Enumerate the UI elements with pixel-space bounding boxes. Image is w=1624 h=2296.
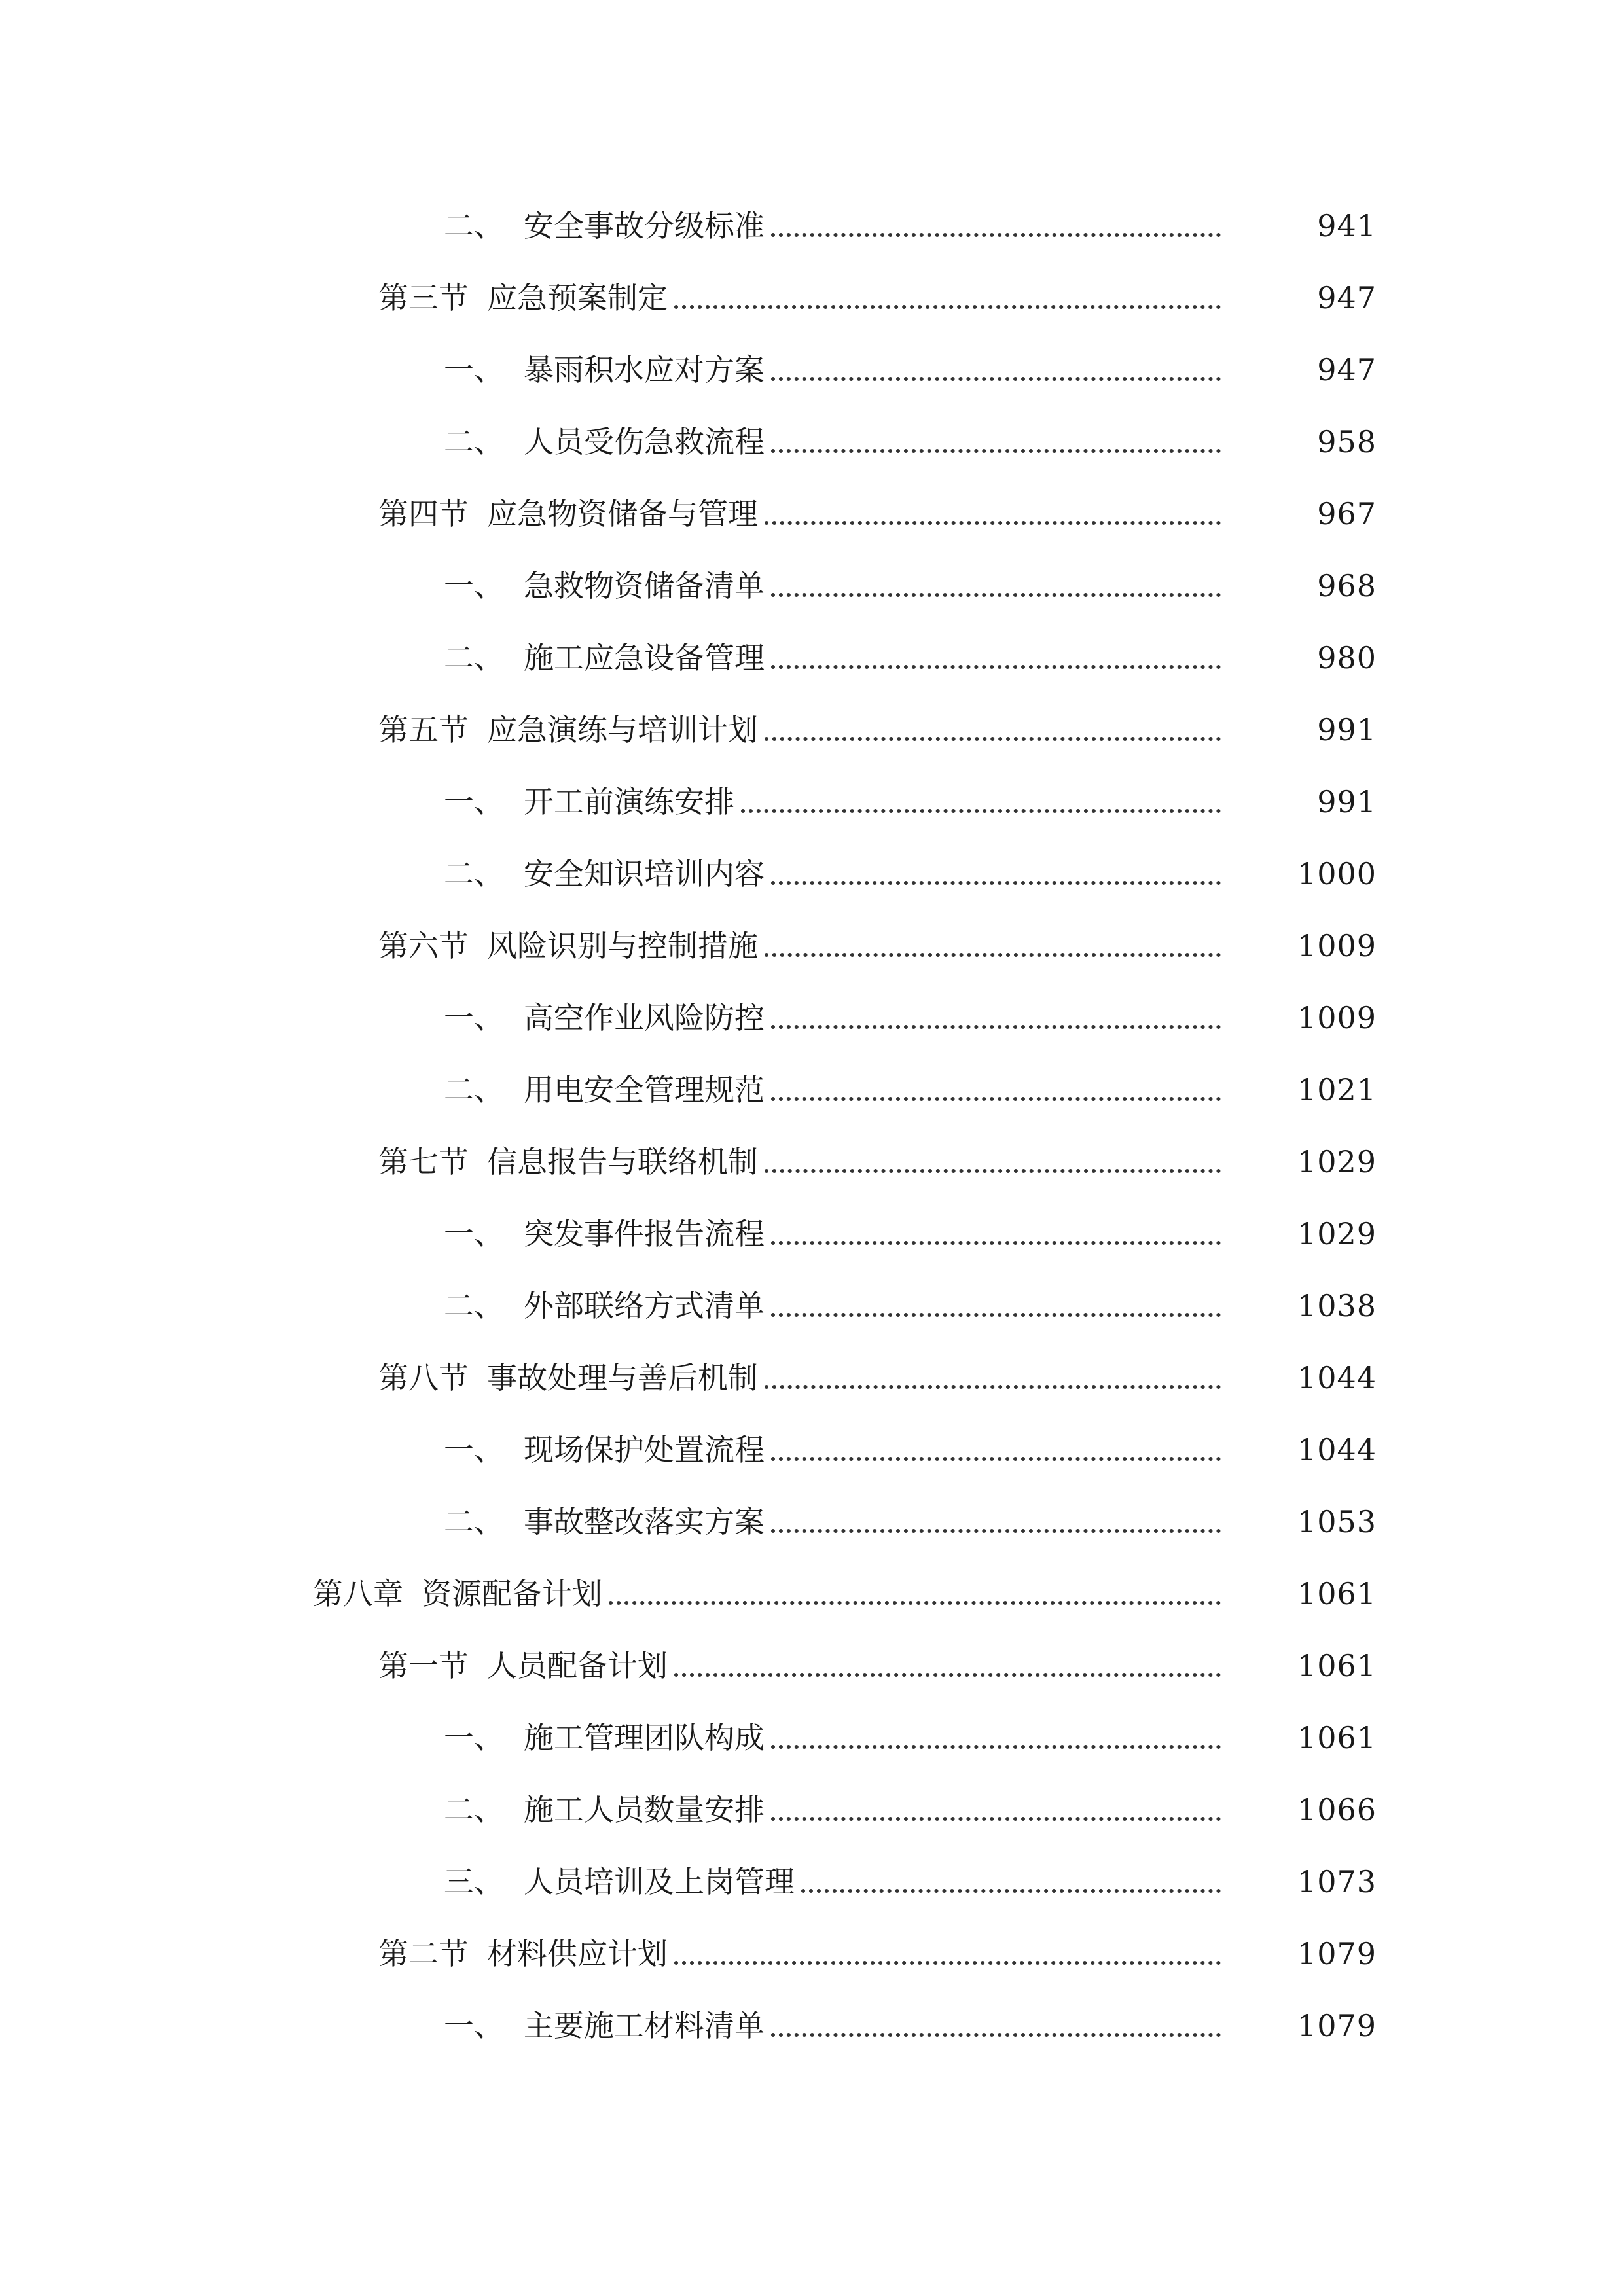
toc-entry-marker: 第二节 [378, 1936, 469, 1971]
toc-dot-leader [771, 1457, 1221, 1461]
toc-section-entry[interactable] [0, 1126, 1624, 1198]
toc-dot-leader [771, 1025, 1221, 1029]
toc-dot-leader [674, 1673, 1221, 1677]
toc-subsection-entry[interactable] [0, 1702, 1624, 1774]
toc-page-number: 1009 [1297, 928, 1377, 963]
toc-page-number: 1029 [1297, 1144, 1377, 1179]
toc-entry-marker: 一、 [444, 1216, 504, 1251]
toc-entry-heading [444, 568, 765, 603]
toc-entry-heading [444, 424, 765, 459]
toc-dot-leader [674, 1961, 1221, 1965]
toc-entry-heading [444, 1720, 765, 1755]
toc-entry-marker: 二、 [444, 1288, 504, 1323]
toc-dot-leader [765, 953, 1221, 957]
toc-page-number: 980 [1317, 640, 1377, 675]
toc-entry-title: 开工前演练安排 [524, 784, 734, 819]
toc-dot-leader [771, 233, 1221, 237]
toc-entry-title: 外部联络方式清单 [524, 1288, 765, 1323]
toc-entry-heading [444, 640, 765, 675]
toc-section-entry[interactable] [0, 1342, 1624, 1414]
toc-page-number: 1061 [1297, 1648, 1377, 1683]
toc-dot-leader [771, 665, 1221, 669]
toc-entry-marker: 二、 [444, 640, 504, 675]
toc-page-number: 991 [1317, 712, 1377, 747]
toc-entry-marker: 第三节 [378, 280, 469, 315]
toc-entry-marker: 一、 [444, 1000, 504, 1035]
toc-dot-leader [771, 1241, 1221, 1245]
toc-page-number: 968 [1317, 568, 1377, 603]
toc-entry-title: 信息报告与联络机制 [487, 1144, 758, 1179]
toc-subsection-entry[interactable] [0, 1846, 1624, 1918]
toc-entry-title: 风险识别与控制措施 [487, 928, 758, 963]
toc-dot-leader [771, 1745, 1221, 1749]
toc-section-entry[interactable] [0, 694, 1624, 766]
toc-subsection-entry[interactable] [0, 766, 1624, 838]
toc-entry-heading [444, 1216, 765, 1251]
table-of-contents [0, 190, 1624, 2062]
toc-entry-heading [444, 1072, 765, 1107]
toc-subsection-entry[interactable] [0, 406, 1624, 478]
toc-dot-leader [674, 305, 1221, 309]
toc-entry-marker: 一、 [444, 784, 504, 819]
toc-entry-title: 施工人员数量安排 [524, 1792, 765, 1827]
toc-dot-leader [765, 1385, 1221, 1389]
toc-entry-title: 施工应急设备管理 [524, 640, 765, 675]
toc-entry-title: 人员培训及上岗管理 [524, 1864, 795, 1899]
toc-dot-leader [771, 1529, 1221, 1533]
toc-page-number: 1061 [1297, 1720, 1377, 1755]
toc-dot-leader [771, 377, 1221, 381]
toc-entry-title: 资源配备计划 [422, 1576, 602, 1611]
toc-dot-leader [771, 2033, 1221, 2037]
toc-subsection-entry[interactable] [0, 1486, 1624, 1558]
toc-page-number: 967 [1317, 496, 1377, 531]
toc-entry-heading [378, 1360, 758, 1395]
toc-dot-leader [771, 1313, 1221, 1317]
toc-subsection-entry[interactable] [0, 1990, 1624, 2062]
toc-dot-leader [771, 1817, 1221, 1821]
toc-section-entry[interactable] [0, 910, 1624, 982]
toc-entry-title: 事故处理与善后机制 [487, 1360, 758, 1395]
toc-page-number: 1029 [1297, 1216, 1377, 1251]
toc-entry-title: 暴雨积水应对方案 [524, 352, 765, 387]
toc-subsection-entry[interactable] [0, 334, 1624, 406]
toc-entry-marker: 第八节 [378, 1360, 469, 1395]
toc-entry-title: 施工管理团队构成 [524, 1720, 765, 1755]
toc-subsection-entry[interactable] [0, 1774, 1624, 1846]
toc-section-entry[interactable] [0, 478, 1624, 550]
toc-entry-marker: 第六节 [378, 928, 469, 963]
toc-entry-heading [444, 1504, 765, 1539]
toc-entry-heading [444, 856, 765, 891]
toc-entry-heading [444, 1432, 765, 1467]
toc-entry-title: 应急物资储备与管理 [487, 496, 758, 531]
toc-dot-leader [741, 809, 1221, 813]
toc-page-number: 947 [1317, 352, 1377, 387]
toc-page-number: 1066 [1297, 1792, 1377, 1827]
toc-entry-heading [444, 208, 765, 243]
toc-page-number: 1079 [1297, 1936, 1377, 1971]
toc-entry-marker: 第七节 [378, 1144, 469, 1179]
toc-entry-title: 人员受伤急救流程 [524, 424, 765, 459]
toc-entry-marker: 第四节 [378, 496, 469, 531]
toc-entry-marker: 二、 [444, 856, 504, 891]
toc-page-number: 1079 [1297, 2008, 1377, 2043]
toc-entry-title: 安全知识培训内容 [524, 856, 765, 891]
toc-subsection-entry[interactable] [0, 838, 1624, 910]
toc-page-number: 1038 [1297, 1288, 1377, 1323]
toc-page-number: 1053 [1297, 1504, 1377, 1539]
toc-entry-marker: 三、 [444, 1864, 504, 1899]
toc-entry-heading [378, 280, 668, 315]
toc-section-entry[interactable] [0, 1630, 1624, 1702]
toc-entry-title: 人员配备计划 [487, 1648, 668, 1683]
toc-dot-leader [771, 1097, 1221, 1101]
toc-entry-heading [444, 1288, 765, 1323]
toc-entry-heading [444, 352, 765, 387]
toc-entry-title: 应急预案制定 [487, 280, 668, 315]
toc-page-number: 941 [1317, 208, 1377, 243]
toc-entry-marker: 二、 [444, 1072, 504, 1107]
toc-subsection-entry[interactable] [0, 982, 1624, 1054]
toc-entry-heading [378, 928, 758, 963]
toc-dot-leader [801, 1889, 1221, 1893]
toc-subsection-entry[interactable] [0, 1414, 1624, 1486]
toc-subsection-entry[interactable] [0, 1270, 1624, 1342]
toc-dot-leader [609, 1601, 1221, 1605]
toc-dot-leader [765, 1169, 1221, 1173]
toc-dot-leader [771, 881, 1221, 885]
toc-entry-heading [378, 712, 758, 747]
toc-page-number: 1061 [1297, 1576, 1377, 1611]
toc-entry-marker: 第一节 [378, 1648, 469, 1683]
toc-entry-marker: 二、 [444, 208, 504, 243]
toc-entry-title: 安全事故分级标准 [524, 208, 765, 243]
toc-entry-heading [378, 496, 758, 531]
toc-page-number: 1021 [1297, 1072, 1377, 1107]
toc-entry-marker: 二、 [444, 1504, 504, 1539]
toc-page-number: 958 [1317, 424, 1377, 459]
toc-entry-title: 高空作业风险防控 [524, 1000, 765, 1035]
toc-page-number: 1009 [1297, 1000, 1377, 1035]
toc-dot-leader [771, 593, 1221, 597]
toc-chapter-entry[interactable] [0, 1558, 1624, 1630]
toc-entry-heading [444, 1864, 795, 1899]
toc-entry-marker: 第五节 [378, 712, 469, 747]
toc-subsection-entry[interactable] [0, 622, 1624, 694]
toc-page-number: 1044 [1297, 1432, 1377, 1467]
toc-entry-heading [378, 1936, 668, 1971]
toc-entry-title: 用电安全管理规范 [524, 1072, 765, 1107]
toc-entry-marker: 一、 [444, 2008, 504, 2043]
toc-dot-leader [765, 737, 1221, 741]
toc-entry-marker: 一、 [444, 568, 504, 603]
toc-entry-heading [444, 1000, 765, 1035]
toc-entry-title: 主要施工材料清单 [524, 2008, 765, 2043]
toc-entry-heading [444, 1792, 765, 1827]
toc-dot-leader [771, 449, 1221, 453]
toc-page-number: 1000 [1297, 856, 1377, 891]
toc-entry-heading [313, 1576, 602, 1611]
toc-page-number: 1044 [1297, 1360, 1377, 1395]
toc-entry-marker: 一、 [444, 1432, 504, 1467]
toc-entry-title: 突发事件报告流程 [524, 1216, 765, 1251]
toc-entry-heading [378, 1144, 758, 1179]
toc-subsection-entry[interactable] [0, 190, 1624, 262]
toc-page-number: 947 [1317, 280, 1377, 315]
toc-entry-heading [444, 2008, 765, 2043]
toc-dot-leader [765, 521, 1221, 525]
toc-entry-marker: 一、 [444, 352, 504, 387]
toc-entry-heading [378, 1648, 668, 1683]
toc-subsection-entry[interactable] [0, 1198, 1624, 1270]
toc-entry-heading [444, 784, 734, 819]
toc-subsection-entry[interactable] [0, 550, 1624, 622]
toc-subsection-entry[interactable] [0, 1054, 1624, 1126]
toc-entry-title: 应急演练与培训计划 [487, 712, 758, 747]
toc-page-number: 991 [1317, 784, 1377, 819]
toc-section-entry[interactable] [0, 262, 1624, 334]
toc-entry-title: 现场保护处置流程 [524, 1432, 765, 1467]
toc-entry-marker: 一、 [444, 1720, 504, 1755]
toc-entry-title: 事故整改落实方案 [524, 1504, 765, 1539]
toc-entry-marker: 二、 [444, 1792, 504, 1827]
toc-page-number: 1073 [1297, 1864, 1377, 1899]
toc-section-entry[interactable] [0, 1918, 1624, 1990]
toc-entry-title: 材料供应计划 [487, 1936, 668, 1971]
toc-entry-marker: 二、 [444, 424, 504, 459]
toc-entry-marker: 第八章 [313, 1576, 403, 1611]
toc-entry-title: 急救物资储备清单 [524, 568, 765, 603]
